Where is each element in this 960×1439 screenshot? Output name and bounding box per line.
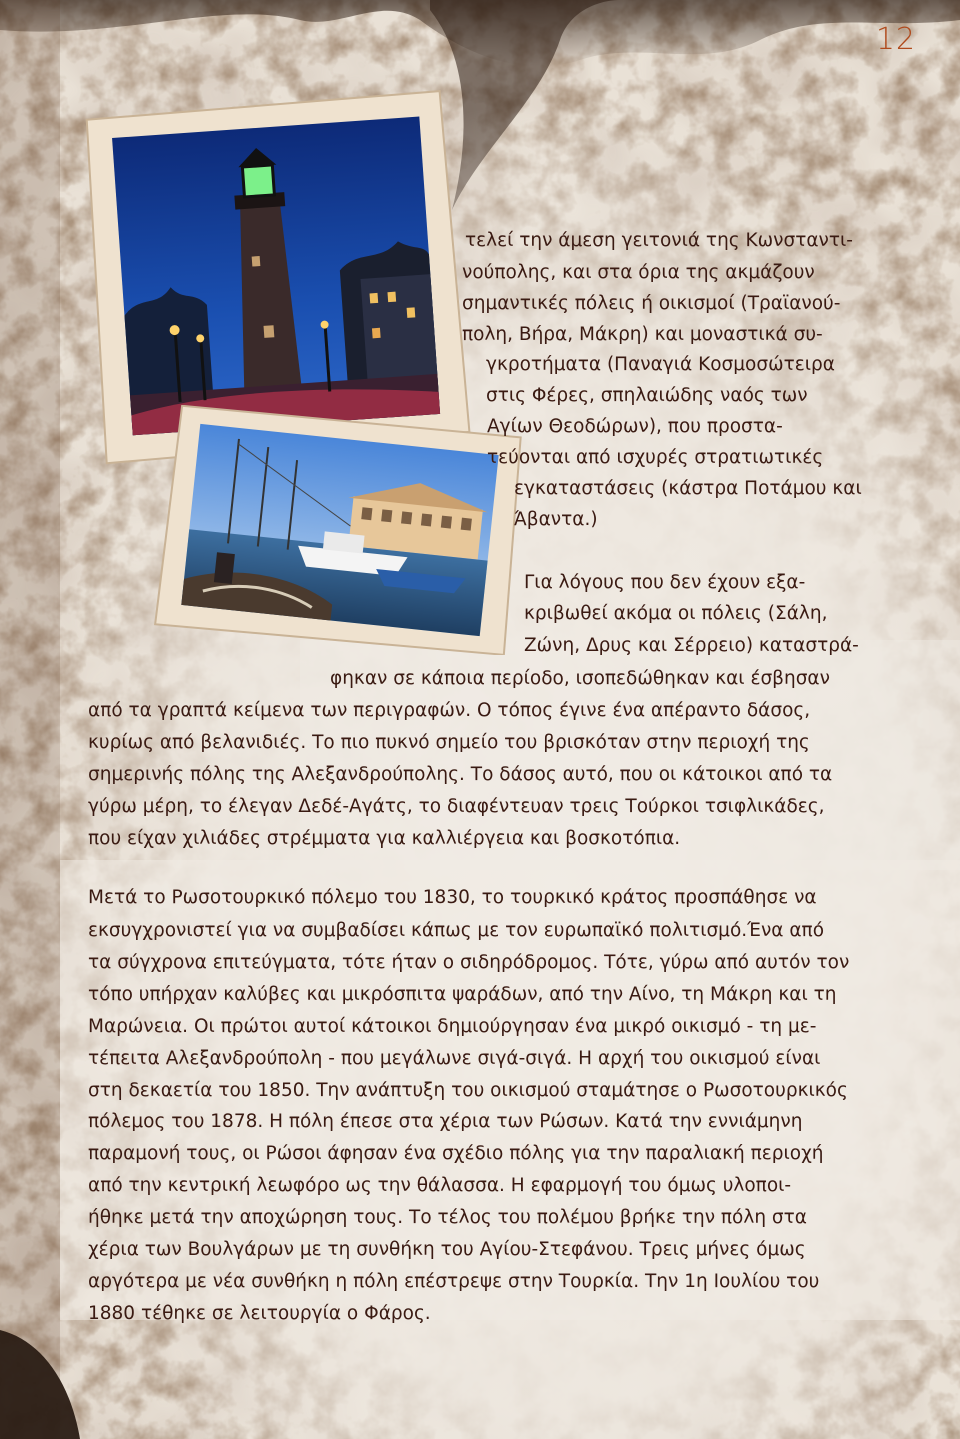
paragraph2-line: Ζώνη, Δρυς και Σέρρειο) καταστρά- bbox=[524, 635, 859, 656]
page-number: 12 bbox=[875, 22, 916, 57]
intro-line: στις Φέρες, σπηλαιώδης ναός των bbox=[486, 385, 808, 406]
paragraph3-line: χέρια των Βουλγάρων με τη συνθήκη του Αγίου-Στεφάνου. Τρεις μήνες όμως bbox=[88, 1239, 806, 1260]
paragraph3-line: τα σύγχρονα επιτεύγματα, τότε ήταν ο σιδηρόδρομος. Τότε, γύρω από αυτόν τον bbox=[88, 952, 850, 973]
paragraph2-line: Για λόγους που δεν έχουν εξα- bbox=[524, 572, 806, 593]
paragraph3-line: εκσυγχρονιστεί για να συμβαδίσει κάπως με τον ευρωπαϊκό πολιτισμό.Ένα από bbox=[88, 920, 825, 941]
paragraph3-line: ήθηκε μετά την αποχώρηση τους. Το τέλος του πολέμου βρήκε την πόλη στα bbox=[88, 1207, 807, 1228]
paragraph3-line: τέπειτα Αλεξανδρούπολη - που μεγάλωνε σιγά-σιγά. Η αρχή του οικισμού είναι bbox=[88, 1048, 821, 1069]
paragraph3-line: στη δεκαετία του 1850. Την ανάπτυξη του οικισμού σταμάτησε ο Ρωσοτουρκικός bbox=[88, 1080, 848, 1101]
paragraph3-line: πόλεμος του 1878. Η πόλη έπεσε στα χέρια των Ρώσων. Κατά την εννιάμηνη bbox=[88, 1111, 803, 1132]
intro-line: τεύονται από ισχυρές στρατιωτικές bbox=[487, 447, 824, 468]
paragraph3-line: αργότερα με νέα συνθήκη η πόλη επέστρεψε στην Τουρκία. Την 1η Ιουλίου του bbox=[88, 1271, 820, 1292]
intro-line: σημαντικές πόλεις ή οικισμοί (Τραϊανού- bbox=[462, 293, 841, 314]
intro-line: Άβαντα.) bbox=[514, 509, 598, 530]
paragraph2-line: κριβωθεί ακόμα οι πόλεις (Σάλη, bbox=[524, 603, 828, 624]
intro-line: τελεί την άμεση γειτονιά της Κωνσταντι- bbox=[465, 230, 853, 251]
intro-line: πολη, Βήρα, Μάκρη) και μοναστικά συ- bbox=[462, 324, 823, 345]
paragraph3-line: παραμονή τους, οι Ρώσοι άφησαν ένα σχέδιο πόλης για την παραλιακή περιοχή bbox=[88, 1143, 824, 1164]
intro-line: γκροτήματα (Παναγιά Κοσμοσώτειρα bbox=[486, 354, 835, 375]
paragraph2-line: γύρω μέρη, το έλεγαν Δεδέ-Αγάτς, το διαφέντευαν τρεις Τούρκοι τσιφλικάδες, bbox=[88, 796, 825, 817]
paragraph3-line: Μετά το Ρωσοτουρκικό πόλεμο του 1830, το τουρκικό κράτος προσπάθησε να bbox=[88, 887, 817, 908]
paragraph3-line: 1880 τέθηκε σε λειτουργία ο Φάρος. bbox=[88, 1303, 431, 1324]
paragraph3-line: Μαρώνεια. Οι πρώτοι αυτοί κάτοικοι δημιούργησαν ένα μικρό οικισμό - τη με- bbox=[88, 1016, 817, 1037]
intro-line: Αγίων Θεοδώρων), που προστα- bbox=[487, 416, 783, 437]
intro-line: εγκαταστάσεις (κάστρα Ποτάμου και bbox=[514, 478, 862, 499]
paragraph2-line: που είχαν χιλιάδες στρέμματα για καλλιέργεια και βοσκοτόπια. bbox=[88, 828, 681, 849]
intro-line: νούπολης, και στα όρια της ακμάζουν bbox=[462, 262, 815, 283]
paragraph2-line: σημερινής πόλης της Αλεξανδρούπολης. Το δάσος αυτό, που οι κάτοικοι από τα bbox=[88, 764, 833, 785]
harbor-photo bbox=[150, 405, 530, 655]
paragraph2-line: φηκαν σε κάποια περίοδο, ισοπεδώθηκαν και έσβησαν bbox=[330, 668, 830, 689]
paragraph2-line: από τα γραπτά κείμενα των περιγραφών. Ο τόπος έγινε ένα απέραντο δάσος, bbox=[88, 700, 811, 721]
paragraph3-line: τόπο υπήρχαν καλύβες και μικρόσπιτα ψαράδων, από την Αίνο, τη Μάκρη και τη bbox=[88, 984, 837, 1005]
paragraph3-line: από την κεντρική λεωφόρο ως την θάλασσα. Η εφαρμογή του όμως υλοποι- bbox=[88, 1175, 792, 1196]
paragraph2-line: κυρίως από βελανιδιές. Το πιο πυκνό σημείο του βρισκόταν στην περιοχή της bbox=[88, 732, 810, 753]
